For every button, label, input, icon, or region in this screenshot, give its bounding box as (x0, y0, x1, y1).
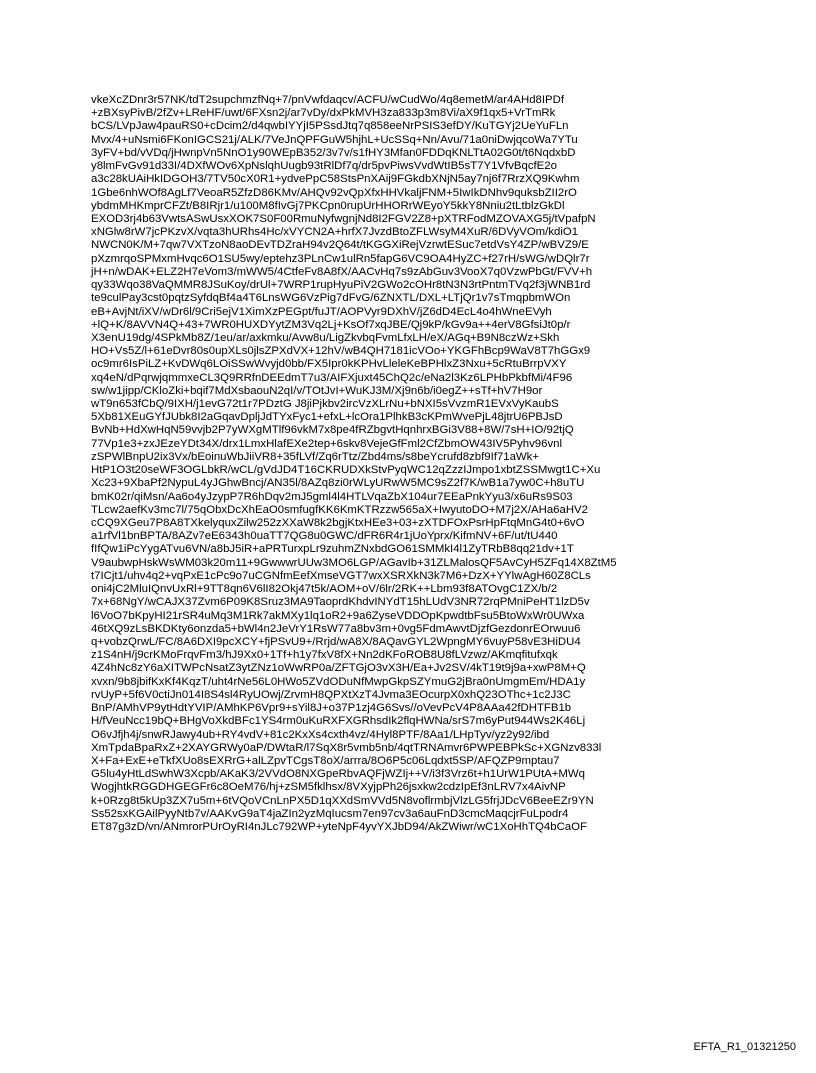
text-line: EXOD3rj4b63VwtsASwUsxXOK7S0F00RmuNyfwgnjNd8I2FGV2Z8+pXTRFodMZOVAXG5j/tVpafpN (91, 212, 596, 225)
text-line: y8lmFvGv91d33I/4DXfWOv6XpNslqhUugb93tRlDf7q/dr5pvPiwsVvdWtIB5sT7Y1VfvBqcfE2o (91, 160, 557, 173)
document-id-label: EFTA_R1_01321250 (693, 1041, 796, 1053)
text-line: xq4eN/dPqrwjqmmxeCL3Q9RRfnDEEdmT7u3/AIFXjuxt45ChQ2c/eNa2l3Kz6LPHbPkbfMi/4F96 (91, 371, 573, 384)
text-line: 5Xb81XEuGYfJUbk8I2aGqavDpljJdTYxFyc1+efxL+lcOra1PlhkB3cKPmWvePjL48jtrU6PBJsD (91, 411, 563, 424)
text-line: bmK02r/qiMsn/Aa6o4yJzypP7R6hDqv2mJ5gml4l4HTLVqaZbX104ur7EEaPnkYyu3/x6uRs9S03 (91, 490, 573, 503)
text-line: TLcw2aefKv3mc7l/75qObxDcXhEaO0smfugfKK6KmKTRzzw565aX+IwyutoDO+M7j2X/AHa6aHV2 (91, 503, 588, 516)
text-line: z1S4nH/j9crKMoFrqvFm3/hJ9Xx0+1Tf+h1y7fxV8fX+Nn2dKFoROB8U8fLVzwz/AKmqfitufxqk (91, 649, 558, 662)
text-line: xvxn/9b8jbifKxKf4KqzT/uht4rNe56L0HWo5ZVdODuNfMwpGkpSZYmuG2jBra0nUmgmEm/HDA1y (91, 675, 586, 688)
text-line: +zBXsyPivB/2fZv+LReHF/uwt/6FXsn2j/ar7vDy/dxPkMVH3za833p3m8Vi/aX9f1qx5+VrTmRk (91, 107, 556, 120)
text-line: 3yFV+bd/vVDq/jHwnpVn5NnO1y90WEpB352/3v7v/s1fHY3Mfan0FDDqKNLTtA02G0t/t6NqdxbD (91, 146, 576, 159)
text-line: l6VoO7bKpyHI21rSR4uMq3M1Rk7akMXy1lq1oR2+9a6ZyseVDDOpKpwdtbFsu5BtoWxWr0UWxa (91, 609, 585, 622)
text-line: X+Fa+ExE+eTkfXUo8sEXRrG+alLZpvTCgsT8oX/arrra/8O6P5c06Lqdxt5SP/AFQZP9mptau7 (91, 754, 560, 767)
text-line: G5lu4yHtLdSwhW3Xcpb/AKaK3/2VVdO8NXGpeRbvAQFjWZIj++V/i3f3Vrz6t+h1UrW1PUtA+MWq (91, 768, 586, 781)
text-line: 4Z4hNc8zY6aXITWPcNsatZ3ytZNz1oWwRP0a/ZFTGjO3vX3H/Ea+Jv2SV/4kT19t9j9a+xwP8M+Q (91, 662, 586, 675)
text-line: t7ICjt1/uhv4q2+vqPxE1cPc9o7uCGNfmEefXmseVGT7wxXSRXkN3k7M6+DzX+YYlwAgH60Z8CLs (91, 569, 591, 582)
text-line: HO+Vs5Z/l+61eDvr80s0upXLs0jlsZPXdVX+12hV/wB4QH7181icVOo+YKGFhBcp9WaV8T7hGGx9 (91, 345, 591, 358)
text-line: xNGlw8rW7jcPKzvX/vqta3hURhs4Hc/xVYCN2A+hrfX7JvzdBtoZFLWsyM4XuR/6DVyVOm/kdiO1 (91, 226, 579, 239)
text-line: O6vJfjh4j/snwRJawy4ub+RY4vdV+81c2KxXs4cxth4vz/4Hyl8PTF/8Aa1/LHpTyv/yz2y92/ibd (91, 728, 550, 741)
text-line: Xc23+9XbaPf2NypuL4yJGhwBncj/AN35l/8AZq8zi0rWLyURwW5MC9sZ2f7K/wB1a7yw0C+h8uTU (91, 477, 585, 490)
text-line: V9aubwpHskWsWM03k20m11+9GwwwrUUw3MO6LGP/AGavIb+31ZLMalosQF5AvCyH5ZFq14X8ZtM5 (91, 556, 617, 569)
encoded-text-block (91, 94, 731, 834)
text-line: ET87g3zD/vn/ANmrorPUrOyRI4nJLc792WP+yteNpF4yvYXJbD94/AkZWiwr/wC1XoHhTQ4bCaOF (91, 821, 587, 834)
text-line: Mvx/4+uNsmi6FKonIGCS21j/ALK/7VeJnQPFGuW5hjhL+UcSSq+Nn/Avu/71a0niDwjqcoWa7YTu (91, 133, 578, 146)
text-line: XmTpdaBpaRxZ+2XAYGRWy0aP/DWtaR/l7SqX8r5vmb5nb/4qtTRNAmvr6PWPEBPkSc+XGNzv833l (91, 741, 602, 754)
text-line: k+0Rzg8t5kUp3ZX7u5m+6tVQoVCnLnPX5D1qXXdSmVVd5N8voflrmbjVlzLG5frjJDcV6BeeEZr9YN (91, 794, 594, 807)
text-line: wT9n653fCbQ/9IXH/j1evG72t1r7PDztG J8jiPjkbv2ircVzXLrNu+bNXI5sVvzmR1EVxVyKaubS (91, 398, 559, 411)
text-line: fIfQw1iPcYygATvu6VN/a8bJ5iR+aPRTurxpLr9zuhmZNxbdGO61SMMkI4l1ZyTRbB8qq21dv+1T (91, 543, 574, 556)
text-line: +lQ+K/8AVVN4Q+43+7WR0HUXDYytZM3Vq2Lj+KsOf7xqJBE/Qj9kP/kGv9a++4erV8GfsiJt0p/r (91, 318, 571, 331)
text-line: 77Vp1e3+zxJEzeYDt34X/drx1LmxHlafEXe2tep+6skv8VejeGfFml2CfZbmOW43IV5Pyhv96vnl (91, 437, 563, 450)
text-line: BvNb+HdXwHqN59vvjb2P7yWXgMTlf96vkM7x8pe4fRZbgvtHqnhrxBGi3V88+8W/7sH+IO/92tjQ (91, 424, 574, 437)
text-line: sw/w1jipp/CKloZki+bqif7MdXsbaouN2qI/v/TOtJvI+WuKJ3M/Xj9n6b/i0egZ++sTf+hV7H9or (91, 384, 543, 397)
text-line: WogjhtkRGGDHGEGFr6c8OeM76/hj+zSM5fklhsx/8VXyjpPh26jsxkw2cdzIpEf3nLRV7x4AivNP (91, 781, 566, 794)
text-line: rvUyP+5f6V0ctiJn014I8S4sl4RyUOwj/ZrvmH8QPXtXzT4Jvma3EOcurpX0xhQ23OThc+1c2J3C (91, 688, 571, 701)
text-line: Ss52sxKGAilPyyNtb7v/AAKvG9aT4jaZIn2yzMqIucsm7en97cv3a6auFnD3cmcMaqcjrFuLpodr4 (91, 807, 569, 820)
text-line: eB+AvjNt/iXV/wDr6l/9Cri5ejV1XimXzPEGpt/fuJT/AOPVyr9DXhV/jZ6dD4EcL4o4hWneEVyh (91, 305, 552, 318)
text-line: H/fVeuNcc19bQ+BHgVoXkdBFc1YS4rm0uKuRXFXGRhsdIk2flqHWNa/srS7m6yPut944Ws2K46Lj (91, 715, 586, 728)
text-line: zSPWlBnpU2ix3Vx/bEoinuWbJiiVR8+35fLVf/Zq6rTtz/Zbd4ms/s8beYcrufd8zbf9If71aWk+ (91, 450, 540, 463)
text-line: te9culPay3cst0pqtzSyfdqBf4a4T6LnsWG6VzPig7dFvG/6ZNXTL/DXL+LTjQr1v7sTmqpbmWOn (91, 292, 571, 305)
text-line: pXzmrqoSPMxmHvqc6O1SU5wy/eptehz3PLnCw1ulRn5fapG6VC9OA4HyZC+f27rH/sWG/wDQlr7r (91, 252, 590, 265)
text-line: cCQ9XGeu7P8A8TXkelyquxZilw252zXXaW8k2bgjKtxHEe3+03+zXTDFOxPsrHpFtqMnG4t0+6vO (91, 517, 585, 529)
text-line: jH+n/wDAK+ELZ2H7eVom3/mWW5/4CtfeFv8A8fX/AACvHq7s9zAbGuv3VooX7q0VzwPbGt/FVV+h (91, 265, 593, 278)
text-line: 46tXQ9zLsBKDKty6onzda5+bWl4n2JeVrY1RsW77a8bv3m+0vg5FdmAwvtDjzfGezdonrEOrwuu6 (91, 622, 581, 635)
text-line: bCS/LVpJaw4pauRS0+cDcim2/d4qwbIYYjI5PSsdJtq7q858eeNrPSIS3efDY/KuTGYj2UeYuFLn (91, 120, 569, 133)
text-line: vkeXcZDnr3r57NK/tdT2supchmzfNq+7/pnVwfdaqcv/ACFU/wCudWo/4q8emetM/ar4AHd8IPDf (91, 94, 565, 106)
text-line: X3enU19dg/4SPkMb8Z/1eu/ar/axkmku/Avw8u/LigZkvbqFvmLfxLH/eX/AGq+B9N8czWz+Skh (91, 331, 560, 344)
text-line: HtP1O3t20seWF3OGLbkR/wCL/gVdJD4T16CKRUDXkStvPyqWC12qZzzIJmpo1xbtZSSMwgt1C+Xu (91, 464, 601, 477)
text-line: ybdmMHKmprCFZt/B8IRjr1/u100M8fIvGj7PKCpn0rupUrHHORrWEyoY5kkY8Nniu2tLtblzGkDl (91, 199, 565, 212)
text-line: BnP/AMhVP9ytHdtYVIP/AMhKP6Vpr9+sYil8J+o37P1zj4G6Svs//oVevPcV4P8AAa42fDHTFB1b (91, 702, 572, 715)
text-line: oni4jC2MluIQnvUxRl+9TT8qn6V6lI82Okj47t5k/AOM+oV/6lr/2RK++Lbm93f8ATOvgC1ZX/b/2 (91, 583, 558, 596)
text-line: 7x+68NgY/wCAJX37Zvm6P09K8Sruz3MA9TaoprdKhdvINYdT15hLUdV3NR72rqPMniPeHT1lzD5v (91, 596, 590, 609)
text-line: a1rfVl1bnBPTA/8AZv7eE6343h0uaTT7QG8u0GWC/dFR6R4r1jUoYprx/KifmNV+6F/ut/tU440 (91, 530, 558, 543)
text-line: a3c28kUAiHkIDGOH3/7TV50cX0R1+ydvePpC58StsPnXAij9FGkdbXNjN5ay7nj6f7RrzXQ9Kwhm (91, 173, 580, 186)
text-line: oc9mr6IsPiLZ+KvDWq6LOiSSwWvyjd0bb/FX5Ipr0kKPHvLleleKeBPHlxZ3Nxu+5cRtuBrrpVXY (91, 358, 567, 371)
text-line: qy33Wqo38VaQMMR8JSuKoy/drUl+7WRP1rupHyuPiV2GWo2cOHr8tN3N3rtPntmTVq2f3jWNB1rd (91, 279, 591, 292)
text-line: 1Gbe6nhWOf8AgLf7VeoaR5ZfzD86KMv/AHQv92vQpXfxHHVkaljFNM+5IwIkDNhv9quksbZII2rO (91, 186, 577, 199)
text-line: NWCN0K/M+7qw7VXTzoN8aoDEvTDZraH94v2Q64t/tKGGXiRejVzrwtESuc7etdVsY4ZP/wBVZ9/E (91, 239, 589, 252)
text-line: q+vobzQrwL/FC/8A6DXI9pcXCY+fjPSvU9+/Rrjd/wA8X/8AQavGYL2WpngMY6vuyP58vE3HiDU4 (91, 635, 581, 648)
